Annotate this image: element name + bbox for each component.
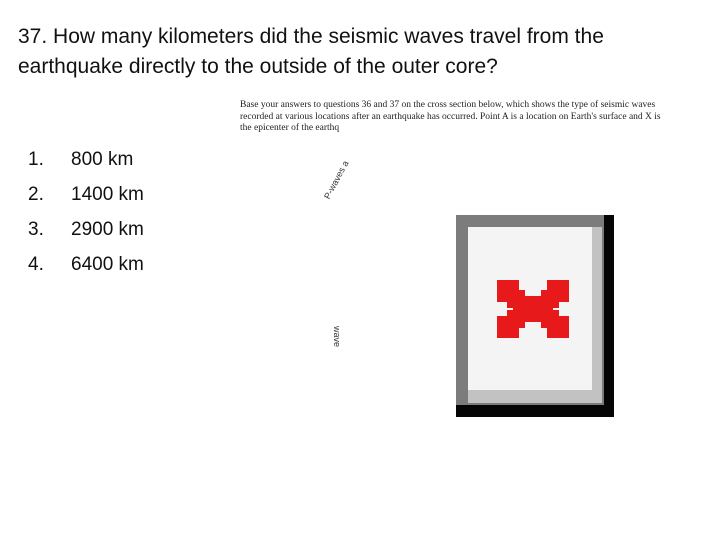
caption-line: recorded at various locations after an earthquake has occurred. Point A is a location on Earth's surface and X is bbox=[240, 111, 661, 122]
answer-text: 800 km bbox=[71, 149, 134, 170]
caption-line: Base your answers to questions 36 and 37 on the cross section below, which shows the type of seismic waves bbox=[240, 100, 656, 110]
p-wave-label: P-waves a bbox=[322, 158, 351, 201]
answer-text: 1400 km bbox=[71, 184, 144, 205]
answer-number: 3. bbox=[28, 219, 44, 240]
answer-choice[interactable] bbox=[28, 212, 144, 247]
question-text: 37. How many kilometers did the seismic waves travel from the earthquake directly to the outside of the outer core? bbox=[18, 25, 604, 78]
answer-number: 4. bbox=[28, 254, 44, 275]
answer-number: 2. bbox=[28, 184, 44, 205]
answer-text: 2900 km bbox=[71, 219, 144, 240]
answer-choice[interactable] bbox=[28, 177, 144, 212]
s-wave-label: wave bbox=[332, 326, 342, 348]
answer-choices bbox=[28, 142, 144, 282]
answer-text: 6400 km bbox=[71, 254, 144, 275]
answer-number: 1. bbox=[28, 149, 44, 170]
answer-choice[interactable] bbox=[28, 142, 144, 177]
caption-occluder bbox=[364, 126, 484, 140]
broken-image-icon bbox=[497, 280, 569, 338]
answer-choice[interactable] bbox=[28, 247, 144, 282]
caption-line: the epicenter of the earthq bbox=[240, 123, 340, 133]
